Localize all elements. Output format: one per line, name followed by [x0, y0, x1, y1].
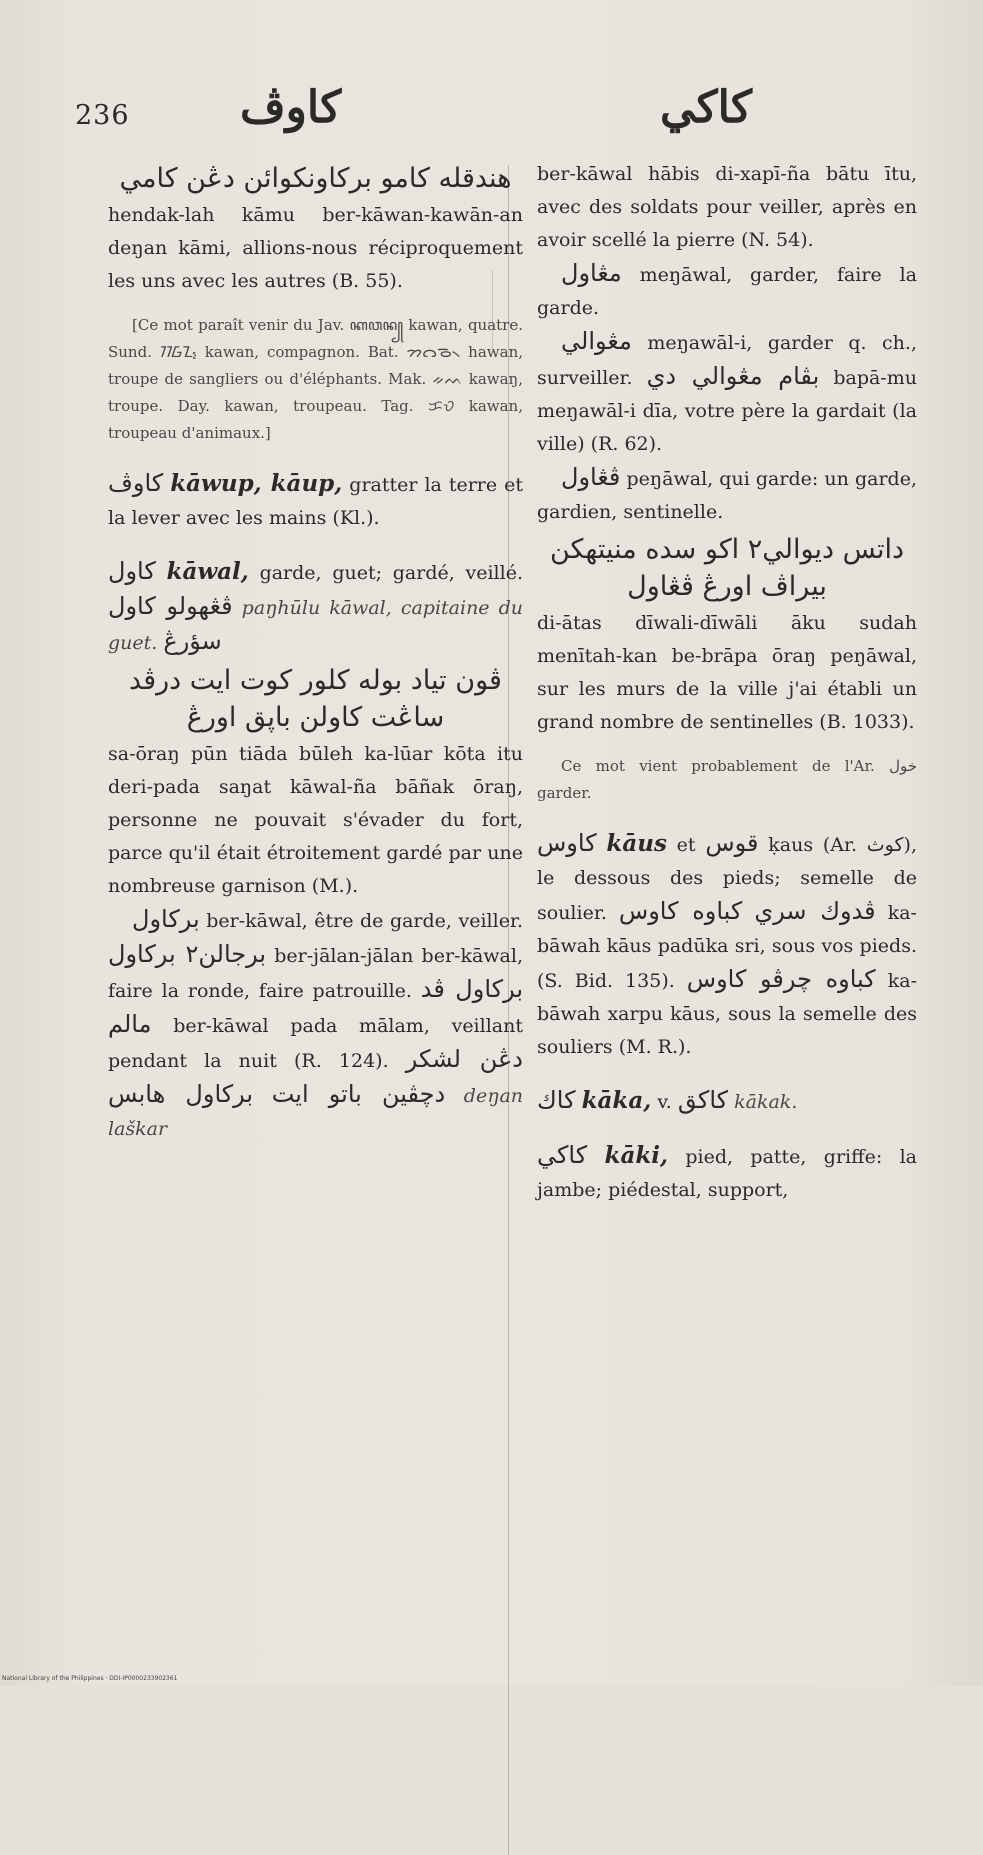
example-text: di-ātas dīwali-dīwāli āku sudah menītah-kan be-brāpa ōraŋ peŋāwal, sur les murs de la ville j'ai établi un grand nombre de sentinelles (B. 1033). — [537, 612, 917, 733]
example-text: deŋan laškar — [108, 1085, 524, 1140]
definition: pied, patte, griffe: la jambe; piédestal, support, — [537, 1146, 917, 1201]
running-header-left: كاوڤ — [240, 82, 342, 133]
arabic-example: دچڤين باتو ايت — [271, 1080, 446, 1108]
definition: ber-kāwal, être de garde, veiller. — [206, 910, 523, 932]
arabic-example: ساڠت كاولن باڽق اورڠ — [186, 702, 445, 733]
headword: kāki, — [604, 1142, 669, 1169]
headword-arabic: كاك — [537, 1086, 576, 1114]
entry-kaka — [537, 1084, 917, 1119]
arabic-example: بڤام مڠوالي دي — [646, 362, 820, 390]
definition: meŋawāl-i, garder q. ch., surveiller. — [537, 332, 917, 389]
arabic-example: بركاول ڤد مالم — [108, 975, 523, 1038]
cross-reference-arabic: كاكق — [677, 1086, 729, 1114]
entry-kawal — [108, 555, 523, 660]
variant-arabic: قوس — [705, 829, 759, 857]
subentry-arabic: مڠاول — [561, 259, 622, 287]
subentry-pengawal — [537, 461, 917, 529]
headword: kāka, — [581, 1087, 652, 1114]
subentry-ber-kawal — [108, 903, 523, 1146]
headword-arabic: كاكي — [537, 1141, 588, 1169]
subentry-arabic: بركاول — [132, 905, 200, 933]
headword: kāus — [606, 830, 667, 857]
example-text: bapā-mu meŋawāl-i dīa, votre père la gardait (la ville) (R. 62). — [537, 367, 917, 455]
definition: meŋāwal, garder, faire la garde. — [537, 264, 917, 319]
definition: garde, guet; gardé, veillé. — [259, 562, 523, 584]
entry-kaus — [537, 827, 917, 1064]
definition: gratter la terre et la lever avec les mains (Kl.). — [108, 474, 523, 529]
cross-reference: v. — [657, 1091, 672, 1113]
headword: kāwal, — [166, 558, 249, 585]
subentry-mengawal — [537, 257, 917, 325]
headword: kāwup, kāup, — [170, 470, 343, 497]
conjunction: et — [676, 834, 696, 856]
example-text: paŋhūlu kāwal, capitaine du guet. — [108, 597, 523, 654]
scan-footer: National Library of the Philippines · DDI-IP0000233902361 — [2, 1675, 178, 1682]
left-column — [108, 158, 523, 1146]
arabic-example: داتس ديوالي٢ اكو سده منيتهكن — [549, 534, 905, 565]
arabic-example: بيراڤ اورڠ ڤڠاول — [627, 571, 827, 602]
arabic-example: هندقله كامو بركاونكوائن دڠن كامي — [119, 163, 512, 194]
entry-continuation — [108, 199, 523, 298]
definition: ḳaus (Ar. كوث), le dessous des pieds; semelle de soulier. — [537, 834, 917, 924]
entry-kaki — [537, 1139, 917, 1207]
page-number: 236 — [75, 100, 130, 131]
example-text: sa-ōraŋ pūn tiāda būleh ka-lūar kōta itu deri-pada saŋat kāwal-ña bāñak ōraŋ, personne ne pouvait s'évader du fort, parce qu'il était étroitement gardé par une nombreuse garnison (M.). — [108, 743, 523, 897]
arabic-example: برجالن٢ بركاول — [108, 940, 267, 968]
arabic-example: كباوه كاوس — [618, 897, 743, 925]
entry-kawup — [108, 467, 523, 535]
example-text: ber-jālan-jālan ber-kāwal, faire la ronde, faire patrouille. — [108, 945, 523, 1002]
example-text: ka-bāwah kāus padūka sri, sous vos pieds. (S. Bid. 135). — [537, 902, 917, 992]
arabic-example: ڤڠهولو كاول — [108, 592, 233, 620]
cross-reference-word: kākak. — [734, 1091, 798, 1113]
arabic-example: كباوه چرڤو كاوس — [686, 965, 876, 993]
right-column — [537, 158, 917, 1207]
etymology-note: Ce mot vient probablement de l'Ar. خول garder. — [537, 757, 917, 802]
running-header-right: كاكي — [660, 82, 752, 133]
headword-arabic: كاول — [108, 557, 156, 585]
subentry-mengawali — [537, 325, 917, 461]
example-text: hendak-lah kāmu ber-kāwan-kawān-an deŋan kāmi, allions-nous réciproquement les uns avec les autres (B. 55). — [108, 204, 523, 292]
arabic-example: دڠن لشكر بركاول هابس — [108, 1045, 523, 1108]
definition: peŋāwal, qui garde: un garde, gardien, sentinelle. — [537, 468, 918, 523]
headword-arabic: كاوس — [537, 829, 597, 857]
etymology-note: [Ce mot paraît venir du Jav. ꦏꦮꦤ꧀ kawan, quatre. Sund. ᮊᮝᮔ᮪ kawan, compagnon. Bat. ᯂᯋᯉ᯲ hawan, troupe de sangliers ou d'éléphants. Mak. ᨀᨓ kawaŋ, troupe. Day. kawan, troupeau. Tag. ᜃᜏ kawan, troupeau d'animaux.] — [108, 316, 523, 442]
example-text: ber-kāwal pada mālam, veillant pendant la nuit (R. 124). — [108, 1015, 523, 1072]
arabic-example: ڤدوك سري — [754, 897, 876, 925]
arabic-example: سؤرڠ — [163, 627, 222, 655]
arabic-example: ڤون تياد بوله كلور كوت ايت درڤد — [129, 665, 502, 696]
subentry-arabic: ڤڠاول — [561, 463, 621, 491]
example-text: ka-bāwah xarpu kāus, sous la semelle des souliers (M. R.). — [537, 970, 917, 1058]
subentry-arabic: مڠوالي — [561, 327, 632, 355]
entry-continuation: ber-kāwal hābis di-xapī-ña bātu ītu, avec des soldats pour veiller, après en avoir scellé la pierre (N. 54). — [537, 163, 917, 251]
headword-arabic: كاوڤ — [108, 469, 164, 497]
